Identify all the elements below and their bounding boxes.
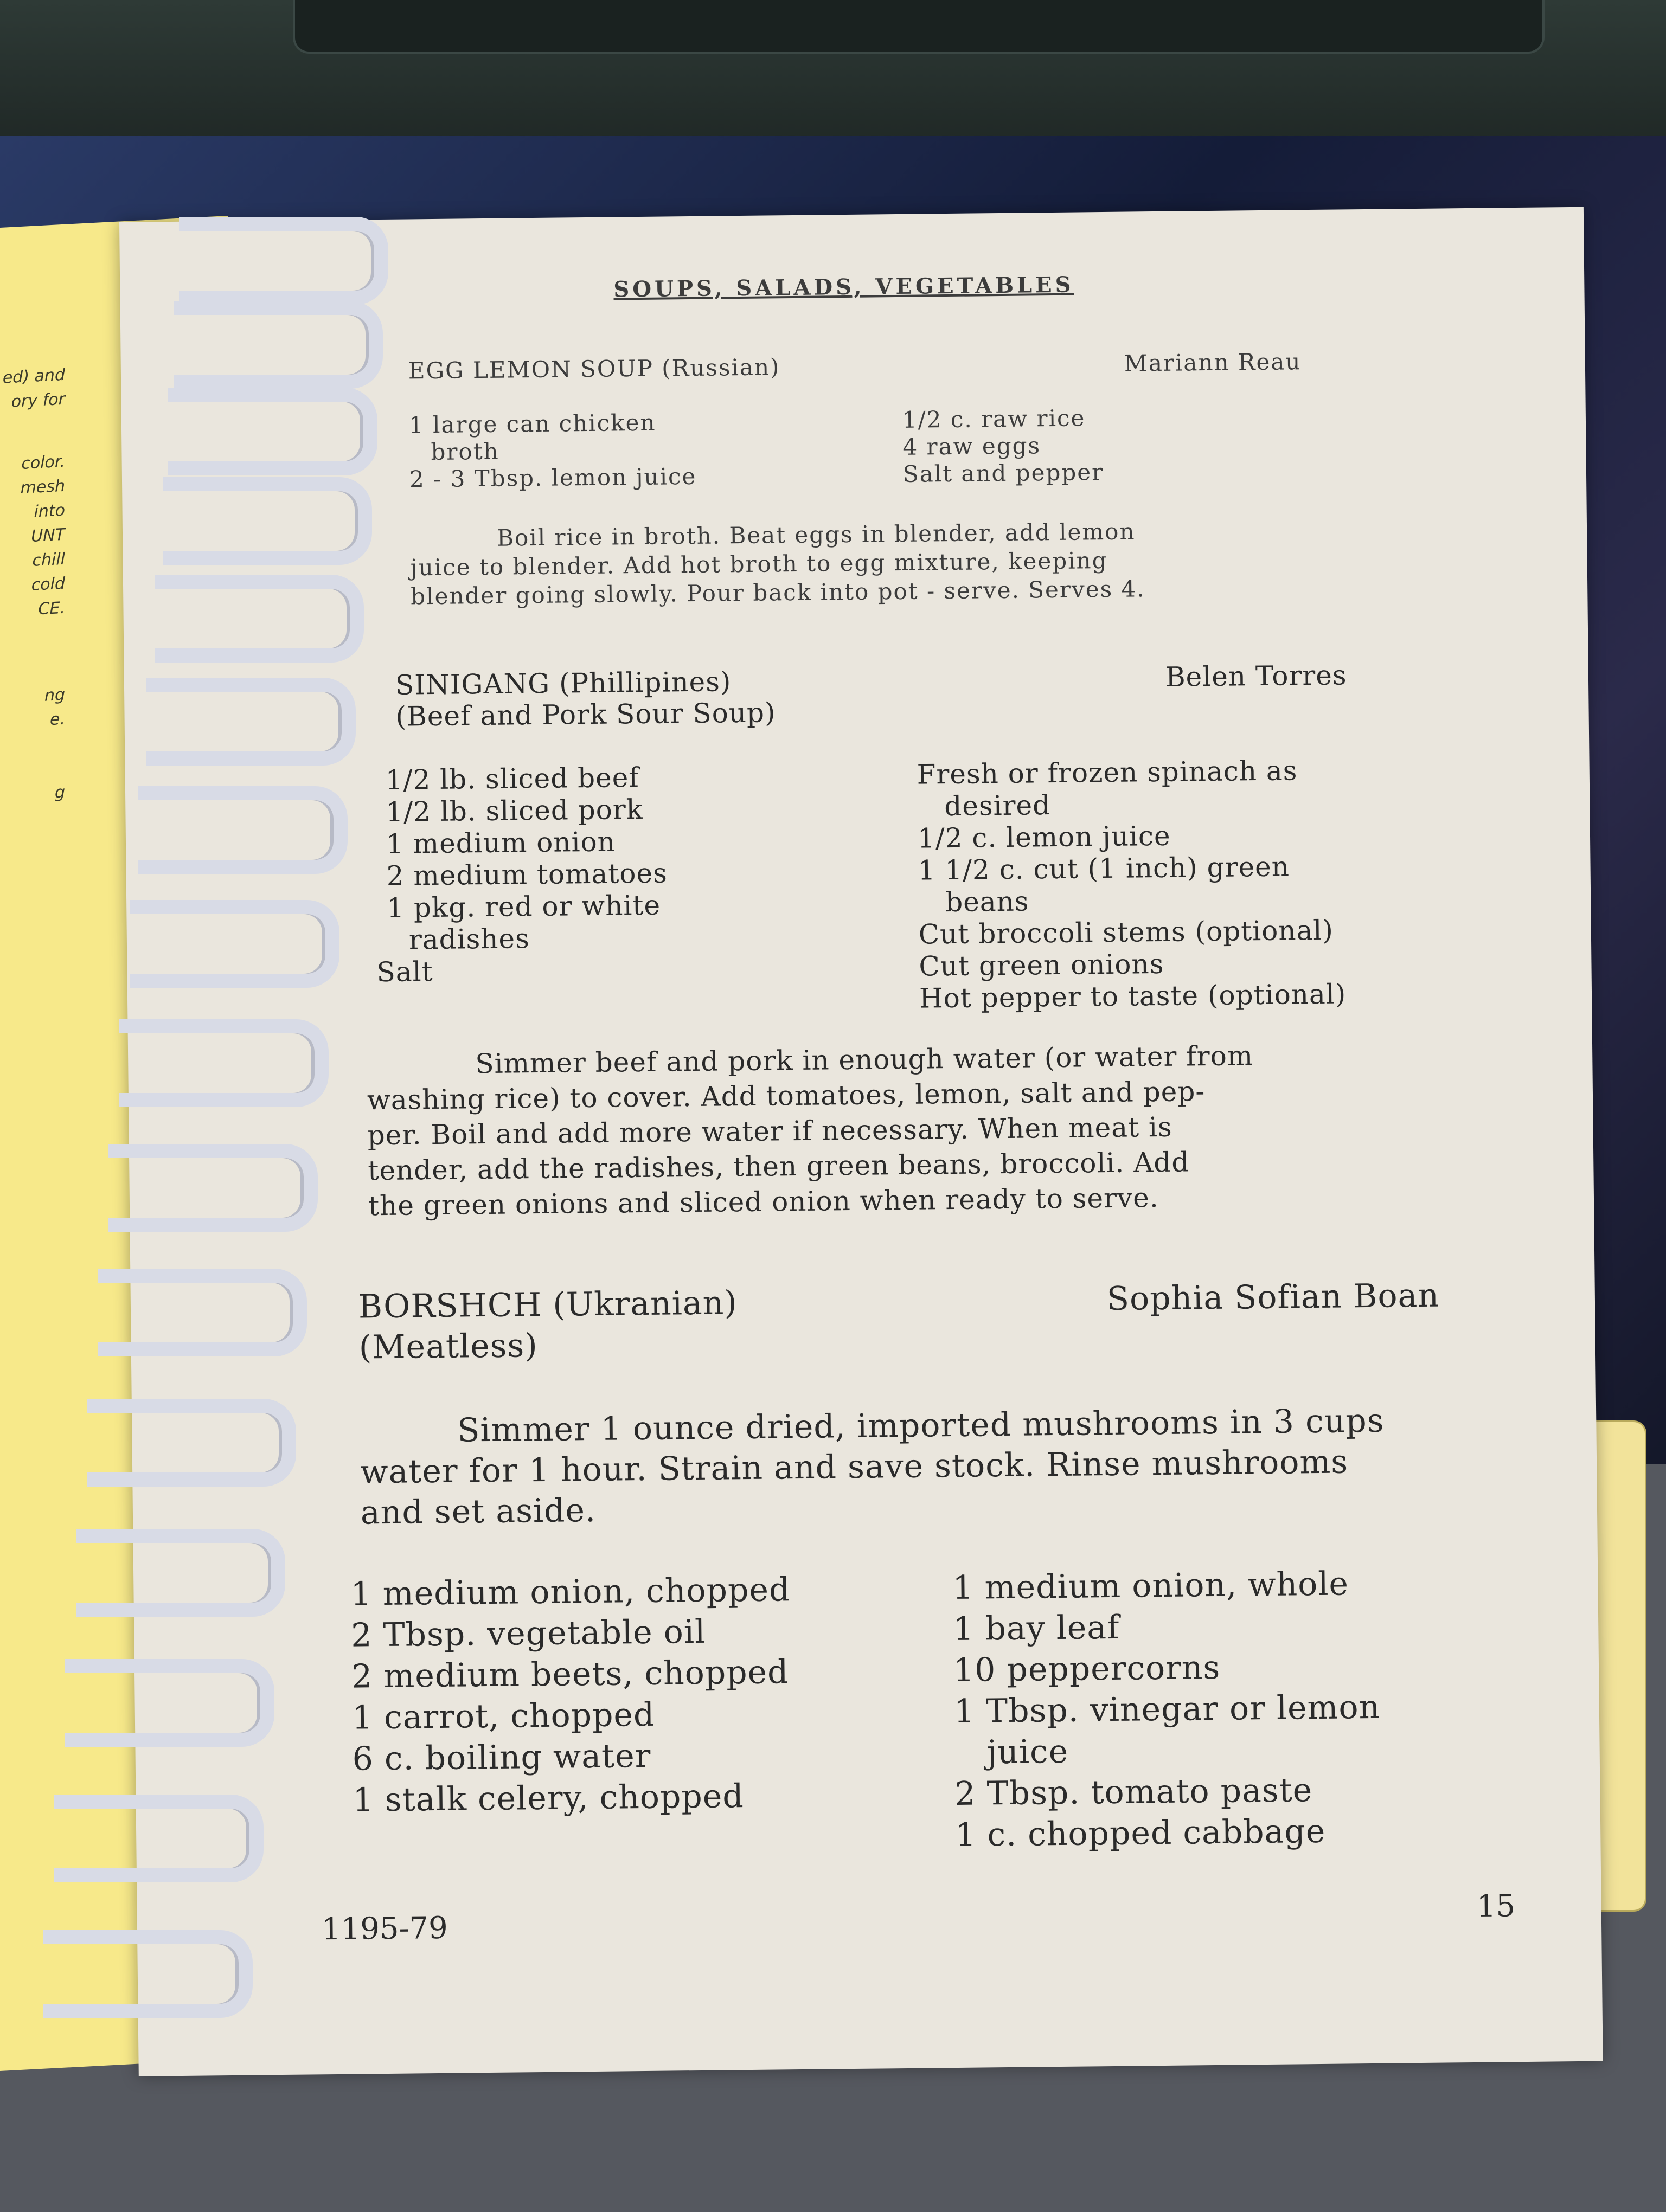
ingredient: 1/2 c. lemon juice bbox=[917, 820, 1171, 854]
recipe-subtitle: (Meatless) bbox=[358, 1327, 539, 1367]
recipe-author: Mariann Reau bbox=[1124, 348, 1302, 377]
ingredient: 2 Tbsp. tomato paste bbox=[954, 1771, 1313, 1814]
left-fragment: into bbox=[34, 500, 65, 522]
binding-ring bbox=[108, 1144, 318, 1232]
ingredient: 2 medium beets, chopped bbox=[351, 1653, 789, 1696]
ingredient: 1 medium onion, chopped bbox=[350, 1571, 791, 1613]
binding-ring bbox=[76, 1529, 285, 1617]
ingredient: juice bbox=[986, 1732, 1069, 1772]
ingredient: 1 c. chopped cabbage bbox=[954, 1812, 1326, 1855]
ingredient: 4 raw eggs bbox=[902, 432, 1041, 460]
footer-code: 1195-79 bbox=[321, 1910, 448, 1947]
ingredient: 1 pkg. red or white bbox=[386, 889, 661, 924]
ingredient: radishes bbox=[408, 923, 530, 956]
ingredient: 1 large can chicken bbox=[408, 409, 656, 439]
binding-ring bbox=[87, 1399, 296, 1487]
binding-ring bbox=[98, 1269, 307, 1356]
ingredient: 2 Tbsp. vegetable oil bbox=[350, 1612, 706, 1655]
ingredient: 6 c. boiling water bbox=[352, 1737, 651, 1778]
binding-ring bbox=[146, 678, 356, 766]
ingredient: 1 medium onion bbox=[386, 826, 616, 860]
ingredient: Cut green onions bbox=[919, 948, 1164, 982]
ingredient: 2 - 3 Tbsp. lemon juice bbox=[409, 462, 697, 493]
left-fragment: ng bbox=[44, 685, 65, 705]
left-fragment: CE. bbox=[38, 598, 65, 619]
ingredient: Cut broccoli stems (optional) bbox=[918, 914, 1334, 950]
left-fragment: ory for bbox=[11, 389, 65, 411]
left-fragment: color. bbox=[21, 452, 65, 473]
left-fragment: chill bbox=[32, 549, 65, 570]
page-number: 15 bbox=[1476, 1888, 1516, 1924]
ingredient: Salt and pepper bbox=[902, 459, 1104, 487]
binding-ring bbox=[163, 477, 372, 565]
binding-ring bbox=[130, 900, 339, 988]
ingredient: 1 stalk celery, chopped bbox=[353, 1777, 745, 1819]
directions-line: tender, add the radishes, then green beans, broccoli. Add bbox=[368, 1146, 1190, 1187]
left-fragment: g bbox=[54, 782, 65, 802]
ingredient: 1 1/2 c. cut (1 inch) green bbox=[918, 851, 1290, 886]
left-fragment: ed) and bbox=[2, 365, 65, 388]
ingredient: 10 peppercorns bbox=[953, 1648, 1221, 1690]
binding-ring bbox=[155, 575, 364, 663]
ingredient: desired bbox=[944, 789, 1051, 822]
left-fragment: UNT bbox=[31, 525, 65, 546]
binding-ring bbox=[174, 301, 383, 389]
binding-ring bbox=[138, 786, 348, 874]
recipe-title: SINIGANG (Phillipines) bbox=[395, 666, 732, 701]
binding-ring bbox=[168, 388, 377, 475]
directions-line: blender going slowly. Pour back into pot - serve. Serves 4. bbox=[410, 575, 1145, 610]
ingredient: 1 bay leaf bbox=[952, 1608, 1120, 1649]
binding-ring bbox=[54, 1795, 264, 1882]
directions-line: juice to blender. Add hot broth to egg mixture, keeping bbox=[410, 546, 1108, 581]
left-fragment: e. bbox=[50, 709, 65, 730]
ingredient: 1/2 c. raw rice bbox=[902, 404, 1086, 433]
directions-line: per. Boil and add more water if necessary. When meat is bbox=[367, 1111, 1172, 1152]
ingredient: 1 carrot, chopped bbox=[351, 1695, 655, 1737]
recipe-author: Belen Torres bbox=[1165, 659, 1347, 693]
binding-ring bbox=[65, 1659, 274, 1747]
ingredient: Salt bbox=[376, 956, 433, 988]
left-fragment: cold bbox=[31, 574, 65, 595]
recipe-subtitle: (Beef and Pork Sour Soup) bbox=[395, 697, 776, 732]
tablet-slot bbox=[293, 0, 1545, 54]
ingredient: 1/2 lb. sliced beef bbox=[385, 762, 640, 796]
ingredient: beans bbox=[945, 885, 1029, 918]
recipe-author: Sophia Sofian Boan bbox=[1106, 1276, 1440, 1319]
directions-line: water for 1 hour. Strain and save stock. Rinse mushrooms bbox=[360, 1443, 1349, 1491]
ingredient: broth bbox=[431, 438, 499, 466]
recipe-title: BORSHCH (Ukranian) bbox=[358, 1284, 738, 1326]
ingredient: 2 medium tomatoes bbox=[386, 857, 668, 892]
binding-ring bbox=[43, 1930, 253, 2018]
directions-line: the green onions and sliced onion when ready to serve. bbox=[368, 1182, 1159, 1222]
directions-line: and set aside. bbox=[360, 1491, 597, 1532]
directions-line: washing rice) to cover. Add tomatoes, lemon, salt and pep- bbox=[367, 1076, 1206, 1116]
binding-ring bbox=[119, 1019, 329, 1107]
directions-line: Boil rice in broth. Beat eggs in blender, add lemon bbox=[496, 518, 1136, 551]
binding-ring bbox=[179, 217, 388, 305]
ingredient: 1 Tbsp. vinegar or lemon bbox=[953, 1688, 1381, 1731]
directions-line: Simmer beef and pork in enough water (or water from bbox=[475, 1040, 1254, 1080]
directions-line: Simmer 1 ounce dried, imported mushrooms in 3 cups bbox=[457, 1401, 1385, 1450]
ingredient: Fresh or frozen spinach as bbox=[917, 755, 1298, 790]
left-fragment: mesh bbox=[20, 476, 65, 498]
ingredient: Hot pepper to taste (optional) bbox=[919, 978, 1347, 1014]
ingredient: 1 medium onion, whole bbox=[952, 1565, 1349, 1607]
spiral-binding bbox=[0, 0, 380, 2212]
ingredient: 1/2 lb. sliced pork bbox=[386, 793, 644, 828]
recipe-title: EGG LEMON SOUP (Russian) bbox=[408, 353, 780, 384]
page-heading: SOUPS, SALADS, VEGETABLES bbox=[613, 272, 1074, 303]
